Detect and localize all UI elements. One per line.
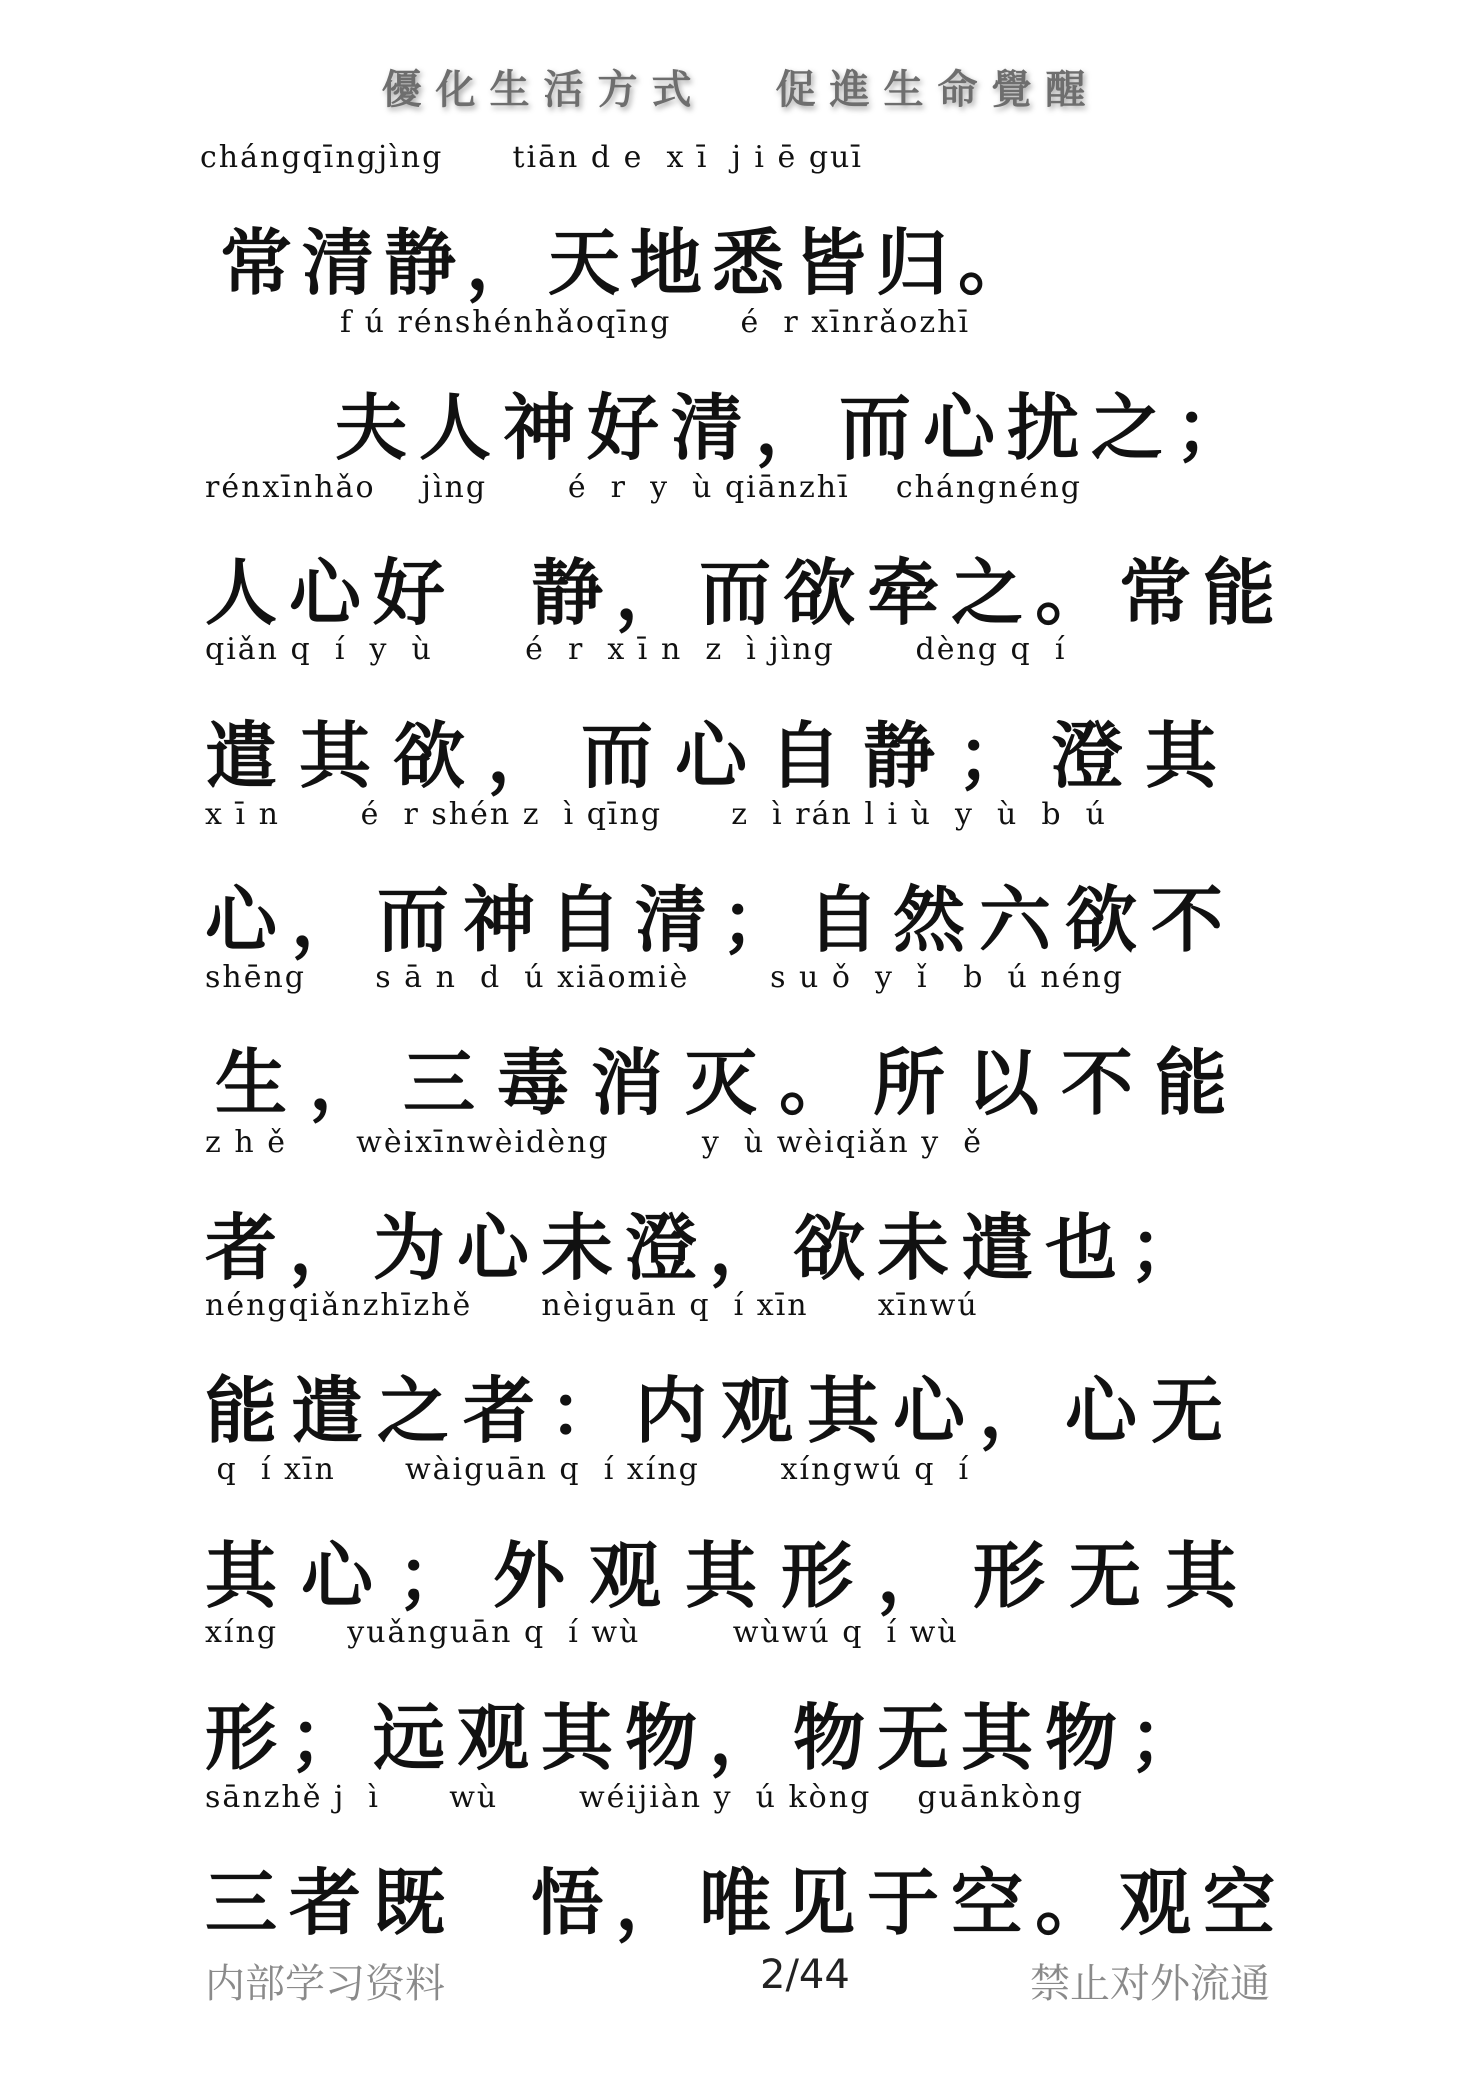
text-line-8: 能遣之者：内观其心，心无 — [205, 1368, 1238, 1453]
pinyin-line-2: f ú rénshénhǎoqīng é r xīnrǎozhī — [340, 305, 971, 340]
text-line-5: 心，而神自清；自然六欲不 — [205, 877, 1238, 962]
pinyin-line-11: sānzhě j ì wù wéijiàn y ú kòng guānkòng — [205, 1780, 1084, 1815]
text-line-11: 三者既 悟，唯见于空。观空 — [205, 1860, 1288, 1945]
text-line-4: 遣其欲，而心自静；澄其 — [205, 713, 1240, 798]
pinyin-line-1: chángqīngjìng tiān d e x ī j i ē guī — [200, 140, 863, 175]
text-line-2: 夫人神好清，而心扰之； — [335, 385, 1260, 470]
text-line-1: 常清静，天地悉皆归。 — [220, 220, 1041, 305]
page-header — [0, 58, 1481, 115]
pinyin-line-8: néngqiǎnzhīzhě nèiguān q í xīn xīnwú — [205, 1288, 979, 1323]
pinyin-line-9: q í xīn wàiguān q í xíng xíngwú q í — [205, 1452, 971, 1487]
footer-right-note: 禁止对外流通 — [1030, 1961, 1270, 2007]
text-line-6: 生，三毒消灭。所以不能 — [215, 1040, 1250, 1125]
pinyin-line-5: x ī n é r shén z ì qīng z ì rán l i ù y ù b ú — [205, 797, 1108, 832]
text-line-10: 形；远观其物，物无其物； — [205, 1695, 1214, 1780]
text-line-7: 者，为心未澄，欲未遣也； — [205, 1205, 1214, 1290]
pinyin-line-3: rénxīnhǎo jìng é r y ù qiānzhī chángnéng — [205, 470, 1082, 505]
text-line-9: 其心；外观其形，形无其 — [205, 1533, 1262, 1618]
pinyin-line-7: z h ě wèixīnwèidèng y ù wèiqiǎn y ě — [205, 1125, 984, 1160]
pinyin-line-10: xíng yuǎnguān q í wù wùwú q í wù — [205, 1615, 959, 1650]
page-number: 2/44 — [760, 1952, 850, 1998]
pinyin-line-4: qiǎn q í y ù é r x ī n z ì jìng dèng q í — [205, 632, 1067, 667]
header-left-slogan: 優化生活方式 — [381, 66, 706, 113]
footer-left-note: 内部学习资料 — [205, 1961, 445, 2007]
text-line-3: 人心好 静，而欲牵之。常能 — [205, 550, 1288, 635]
pinyin-line-6: shēng s ā n d ú xiāomiè s u ǒ y ǐ b ú néng — [205, 960, 1124, 995]
header-right-slogan: 促進生命覺醒 — [775, 66, 1100, 113]
